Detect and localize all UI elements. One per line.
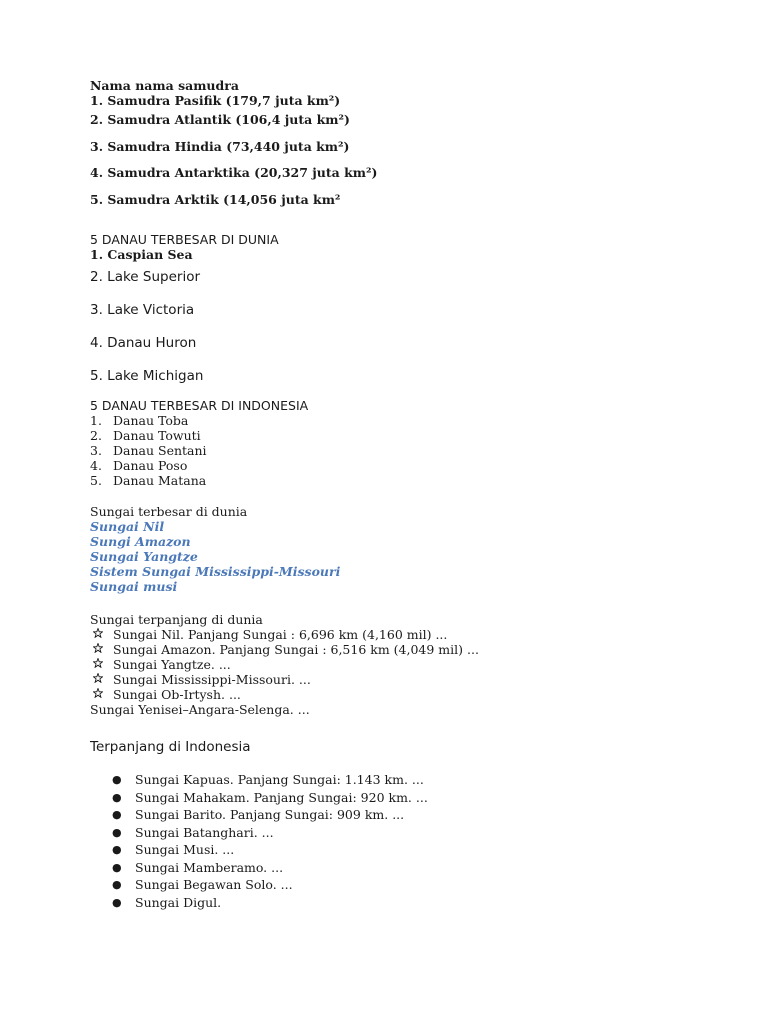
indonesia-lake-item: [90, 443, 710, 458]
oceans-title: Nama nama samudra: [90, 78, 239, 93]
list-text: Sungai Ob-Irtysh. ...: [113, 687, 241, 702]
list-number: 3.: [90, 443, 102, 458]
star-bullet-icon: [90, 687, 113, 702]
round-bullet-icon: ●: [112, 808, 122, 821]
largest-rivers-section: [90, 504, 710, 594]
indonesia-lake-item: [90, 473, 710, 488]
list-text: Sungai Yangtze. ...: [113, 657, 231, 672]
list-text: Sungai Mamberamo. ...: [135, 859, 284, 875]
list-number: 5.: [90, 473, 102, 488]
river-link-nil[interactable]: Sungai Nil: [90, 519, 165, 534]
river-link-yangtze[interactable]: Sungai Yangtze: [90, 549, 198, 564]
star-bullet-icon: [90, 642, 113, 657]
list-number: 1.: [90, 413, 102, 428]
round-bullet-icon: ●: [112, 860, 122, 874]
world-lake-item: 2. Lake Superior: [90, 269, 201, 285]
river-link-amazon[interactable]: Sungi Amazon: [90, 534, 191, 549]
list-text: Danau Towuti: [113, 428, 201, 443]
longest-river-item: [90, 627, 710, 642]
list-text: Sungai Begawan Solo. ...: [135, 877, 293, 892]
world-lake-item: 5. Lake Michigan: [90, 368, 204, 384]
longest-river-item: [90, 687, 710, 702]
indonesia-rivers-section: [90, 739, 710, 911]
indonesia-river-item: [90, 789, 710, 807]
ocean-item: 4. Samudra Antarktika (20,327 juta km²): [90, 165, 378, 180]
indonesia-river-item: [90, 824, 710, 842]
round-bullet-icon: ●: [112, 790, 122, 804]
indonesia-lake-item: [90, 413, 710, 428]
world-lake-item: 1. Caspian Sea: [90, 247, 193, 262]
ocean-item: 5. Samudra Arktik (14,056 juta km²: [90, 192, 341, 207]
largest-rivers-title: Sungai terbesar di dunia: [90, 504, 248, 519]
river-link-mississippi-missouri[interactable]: Sistem Sungai Mississippi-Missouri: [90, 564, 341, 579]
list-text: Danau Toba: [113, 413, 189, 428]
list-text: Danau Matana: [113, 473, 207, 488]
round-bullet-icon: ●: [112, 878, 122, 891]
indonesia-river-item: [90, 894, 710, 912]
indonesia-river-item: [90, 876, 710, 894]
indonesia-lake-item: [90, 428, 710, 443]
star-bullet-icon: [90, 672, 113, 687]
list-number: 4.: [90, 458, 102, 473]
indonesia-rivers-title: Terpanjang di Indonesia: [90, 739, 251, 755]
list-text: Sungai Batanghari. ...: [135, 824, 274, 840]
longest-river-item: [90, 672, 710, 687]
longest-rivers-section: [90, 612, 710, 717]
round-bullet-icon: ●: [112, 773, 122, 786]
river-link-musi[interactable]: Sungai musi: [90, 579, 178, 594]
indonesia-river-item: [90, 806, 710, 824]
list-text: Sungai Mahakam. Panjang Sungai: 920 km. ...: [135, 789, 428, 805]
ocean-item: 2. Samudra Atlantik (106,4 juta km²): [90, 112, 350, 127]
list-text: Sungai Digul.: [135, 894, 222, 910]
list-text: Sungai Musi. ...: [135, 842, 235, 857]
longest-river-item: [90, 642, 710, 657]
indonesia-river-item: [90, 859, 710, 877]
list-text: Sungai Barito. Panjang Sungai: 909 km. ...: [135, 807, 405, 822]
indonesia-river-item: [90, 771, 710, 789]
longest-river-trailing: Sungai Yenisei–Angara-Selenga. ...: [90, 702, 310, 717]
oceans-section: [90, 78, 710, 232]
longest-river-item: [90, 657, 710, 672]
world-lakes-title: 5 DANAU TERBESAR DI DUNIA: [90, 232, 279, 247]
list-text: Danau Sentani: [113, 443, 207, 458]
list-text: Danau Poso: [113, 458, 188, 473]
round-bullet-icon: ●: [112, 895, 122, 909]
round-bullet-icon: ●: [112, 825, 122, 839]
indonesia-lake-item: [90, 458, 710, 473]
star-bullet-icon: [90, 657, 113, 672]
list-text: Sungai Kapuas. Panjang Sungai: 1.143 km. ...: [135, 772, 424, 787]
indonesia-river-item: [90, 841, 710, 859]
ocean-item: 3. Samudra Hindia (73,440 juta km²): [90, 139, 350, 154]
round-bullet-icon: ●: [112, 843, 122, 856]
list-text: Sungai Mississippi-Missouri. ...: [113, 672, 311, 687]
world-lake-item: 4. Danau Huron: [90, 335, 197, 351]
longest-rivers-title: Sungai terpanjang di dunia: [90, 612, 263, 627]
ocean-item: 1. Samudra Pasifik (179,7 juta km²): [90, 93, 341, 108]
list-number: 2.: [90, 428, 102, 443]
indonesia-lakes-section: [90, 398, 710, 488]
list-text: Sungai Nil. Panjang Sungai : 6,696 km (4,160 mil) ...: [113, 627, 448, 642]
document-page: [90, 78, 710, 911]
list-text: Sungai Amazon. Panjang Sungai : 6,516 km (4,049 mil) ...: [113, 642, 479, 657]
world-lakes-section: [90, 232, 710, 398]
world-lake-item: 3. Lake Victoria: [90, 302, 195, 318]
star-bullet-icon: [90, 627, 113, 642]
indonesia-lakes-title: 5 DANAU TERBESAR DI INDONESIA: [90, 398, 309, 413]
